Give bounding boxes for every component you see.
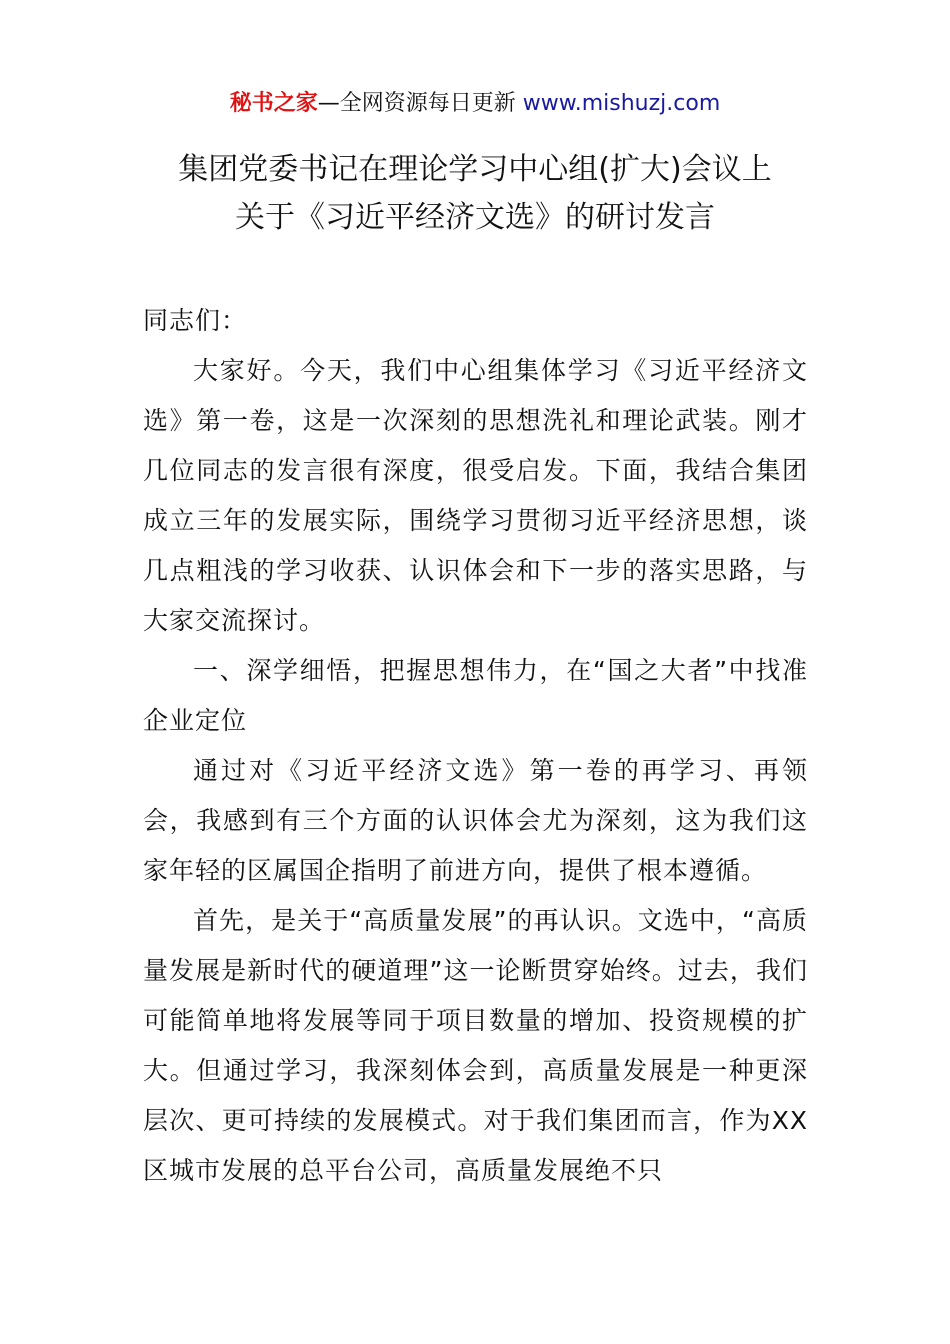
header-tagline: —全网资源每日更新 [317,91,523,116]
paragraph: 通过对《习近平经济文选》第一卷的再学习、再领会，我感到有三个方面的认识体会尤为深刻，这为我们这家年轻的区属国企指明了前进方向，提供了根本遵循。 [143,756,808,885]
document-body [143,296,808,1196]
title-line-1: 集团党委书记在理论学习中心组(扩大)会议上 [178,152,772,187]
title-line-2: 关于《习近平经济文选》的研讨发言 [235,200,715,235]
site-header [0,88,950,120]
salutation: 同志们： [143,306,248,335]
paragraph: 首先，是关于“高质量发展”的再认识。文选中，“高质量发展是新时代的硬道理”这一论断贯穿始终。过去，我们可能简单地将发展等同于项目数量的增加、投资规模的扩大。但通过学习，我深刻体会到，高质量发展是一种更深层次、更可持续的发展模式。对于我们集团而言，作为XX区城市发展的总平台公司，高质量发展绝不只 [143,906,808,1185]
site-url[interactable]: www.mishuzj.com [522,91,721,116]
brand-name: 秘书之家 [229,91,318,116]
section-heading: 一、深学细悟，把握思想伟力，在“国之大者”中找准企业定位 [143,656,808,735]
document-title [0,146,950,242]
paragraph: 大家好。今天，我们中心组集体学习《习近平经济文选》第一卷，这是一次深刻的思想洗礼和理论武装。刚才几位同志的发言很有深度，很受启发。下面，我结合集团成立三年的发展实际，围绕学习贯彻习近平经济思想，谈几点粗浅的学习收获、认识体会和下一步的落实思路，与大家交流探讨。 [143,356,808,635]
